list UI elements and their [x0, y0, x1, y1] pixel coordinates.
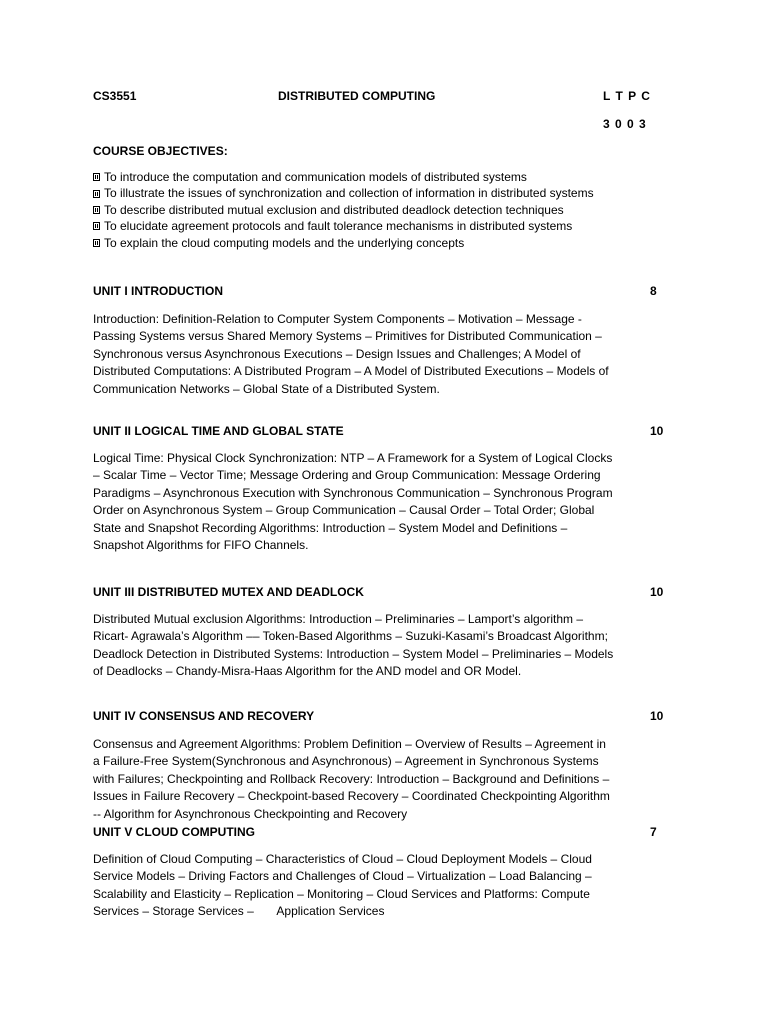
objective-item: To describe distributed mutual exclusion and distributed deadlock detection techniques: [93, 202, 594, 218]
bullet-icon: [93, 190, 100, 198]
unit-2-hours: 10: [650, 424, 664, 438]
objectives-heading: COURSE OBJECTIVES:: [93, 144, 228, 158]
objectives-list: [93, 169, 594, 251]
bullet-icon: [93, 173, 100, 181]
unit-1-title: UNIT I INTRODUCTION: [93, 284, 223, 298]
unit-2-title: UNIT II LOGICAL TIME AND GLOBAL STATE: [93, 424, 344, 438]
course-code: CS3551: [93, 89, 137, 103]
bullet-icon: [93, 222, 100, 230]
objective-item: To explain the cloud computing models and the underlying concepts: [93, 235, 594, 251]
bullet-icon: [93, 239, 100, 247]
course-title: DISTRIBUTED COMPUTING: [278, 89, 436, 103]
objective-item: To elucidate agreement protocols and fault tolerance mechanisms in distributed systems: [93, 218, 594, 234]
objective-item: To illustrate the issues of synchronization and collection of information in distributed systems: [93, 185, 594, 201]
ltpc-values: 3 0 0 3: [603, 117, 647, 131]
unit-4-hours: 10: [650, 709, 664, 723]
unit-4-title: UNIT IV CONSENSUS AND RECOVERY: [93, 709, 315, 723]
objective-item: To introduce the computation and communication models of distributed systems: [93, 169, 594, 185]
unit-5-content: Definition of Cloud Computing – Characteristics of Cloud – Cloud Deployment Models – Cloud Service Models – Driving Factors and Challenges of Cloud – Virtualization – Load Balancing – Scalability and Elasticity – Replication – Monitoring – Cloud Services and Platforms: Compute Services – Storage Services – Application Services: [93, 852, 592, 919]
unit-1-content: Introduction: Definition-Relation to Computer System Components – Motivation – Message - Passing Systems versus Shared Memory Systems – Primitives for Distributed Communication – Synchronous versus Asynchronous Executions – Design Issues and Challenges; A Model of Distributed Computations: A Distributed Program – A Model of Distributed Executions – Models of Communication Networks – Global State of a Distributed System.: [93, 312, 609, 396]
unit-5-title: UNIT V CLOUD COMPUTING: [93, 825, 255, 839]
unit-3-content: Distributed Mutual exclusion Algorithms: Introduction – Preliminaries – Lamport’s algorithm – Ricart- Agrawala’s Algorithm –– Token-Based Algorithms – Suzuki-Kasami’s Broadcast Algorithm; Deadlock Detection in Distributed Systems: Introduction – System Model – Preliminaries – Models of Deadlocks – Chandy-Misra-Haas Algorithm for the AND model and OR Model.: [93, 612, 614, 679]
unit-3-title: UNIT III DISTRIBUTED MUTEX AND DEADLOCK: [93, 585, 364, 599]
unit-4-content: Consensus and Agreement Algorithms: Problem Definition – Overview of Results – Agreement in a Failure-Free System(Synchronous and Asynchronous) – Agreement in Synchronous Systems with Failures; Checkpointing and Rollback Recovery: Introduction – Background and Definitions – Issues in Failure Recovery – Checkpoint-based Recovery – Coordinated Checkpointing Algorithm -- Algorithm for Asynchronous Checkpointing and Recovery: [93, 737, 610, 821]
ltpc-label: L T P C: [603, 89, 651, 103]
bullet-icon: [93, 206, 100, 214]
unit-3-hours: 10: [650, 585, 664, 599]
unit-5-hours: 7: [650, 825, 657, 839]
unit-1-hours: 8: [650, 284, 657, 298]
unit-2-content: Logical Time: Physical Clock Synchronization: NTP – A Framework for a System of Logical Clocks – Scalar Time – Vector Time; Message Ordering and Group Communication: Message Ordering Paradigms – Asynchronous Execution with Synchronous Communication – Synchronous Program Order on Asynchronous System – Group Communication – Causal Order – Total Order; Global State and Snapshot Recording Algorithms: Introduction – System Model and Definitions – Snapshot Algorithms for FIFO Channels.: [93, 451, 613, 553]
